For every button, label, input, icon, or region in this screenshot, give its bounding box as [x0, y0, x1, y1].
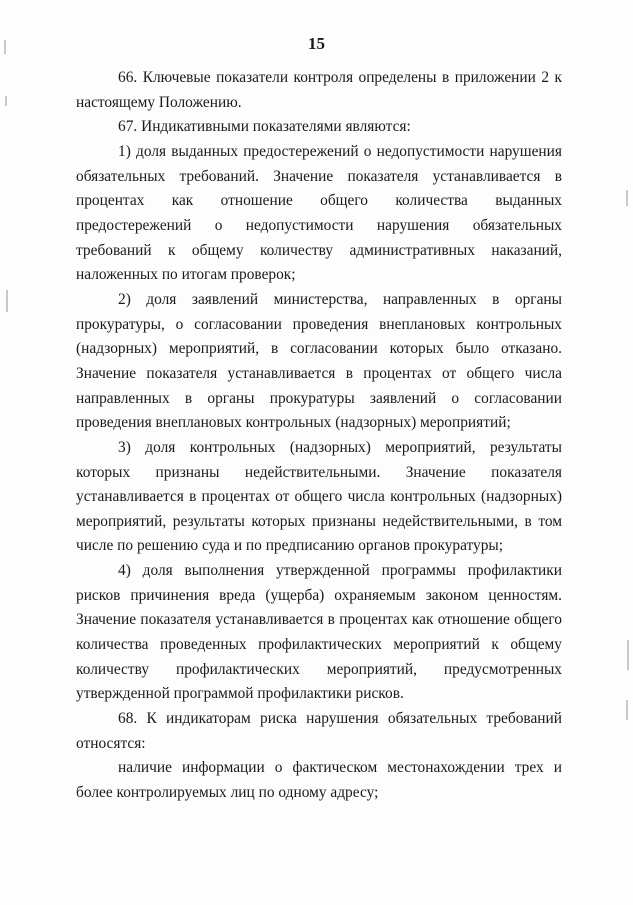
scan-speck: [626, 700, 628, 720]
scan-speck: [627, 640, 629, 670]
scan-speck: [6, 290, 8, 312]
paragraph-67-item-2: 2) доля заявлений министерства, направленных в органы прокуратуры, о согласовании проведения внеплановых контрольных (надзорных) мероприятий, в согласовании которых было отказано. Значение показателя устанавливается в процентах от общего числа направленных в органы прокуратуры заявлений о согласовании проведения внеплановых контрольных (надзорных) мероприятий;: [76, 290, 562, 432]
document-body: [76, 66, 562, 806]
page-number: 15: [308, 34, 325, 53]
paragraph-67-item-1: 1) доля выданных предостережений о недопустимости нарушения обязательных требований. Значение показателя устанавливается в процентах как отношение общего количества выданных предостережений о недопустимости нарушения обязательных требований к общему количеству административных наказаний, наложенных по итогам проверок;: [76, 142, 562, 284]
paragraph-67-item-4: 4) доля выполнения утвержденной программы профилактики рисков причинения вреда (ущерба) охраняемым законом ценностям. Значение показателя устанавливается в процентах как отношение общего количества проведенных профилактических мероприятий к общему количеству профилактических мероприятий, предусмотренных утвержденной программой профилактики рисков.: [76, 562, 562, 703]
scan-speck: [5, 96, 7, 106]
paragraph-68: 68. К индикаторам риска нарушения обязательных требований относятся:: [76, 710, 562, 752]
paragraph-66: 66. Ключевые показатели контроля определены в приложении 2 к настоящему Положению.: [76, 69, 562, 111]
paragraph-68-item: наличие информации о фактическом местонахождении трех и более контролируемых лиц по одному адресу;: [76, 759, 562, 802]
scan-speck: [626, 190, 628, 206]
paragraph-67-item-3: 3) доля контрольных (надзорных) мероприятий, результаты которых признаны недействительными. Значение показателя устанавливается в процентах от общего числа контрольных (надзорных) мероприятий, результаты которых признаны недействительными, в том числе по решению суда и по предписанию органов прокуратуры;: [76, 438, 562, 555]
paragraph-67: 67. Индикативными показателями являются:: [118, 118, 411, 136]
